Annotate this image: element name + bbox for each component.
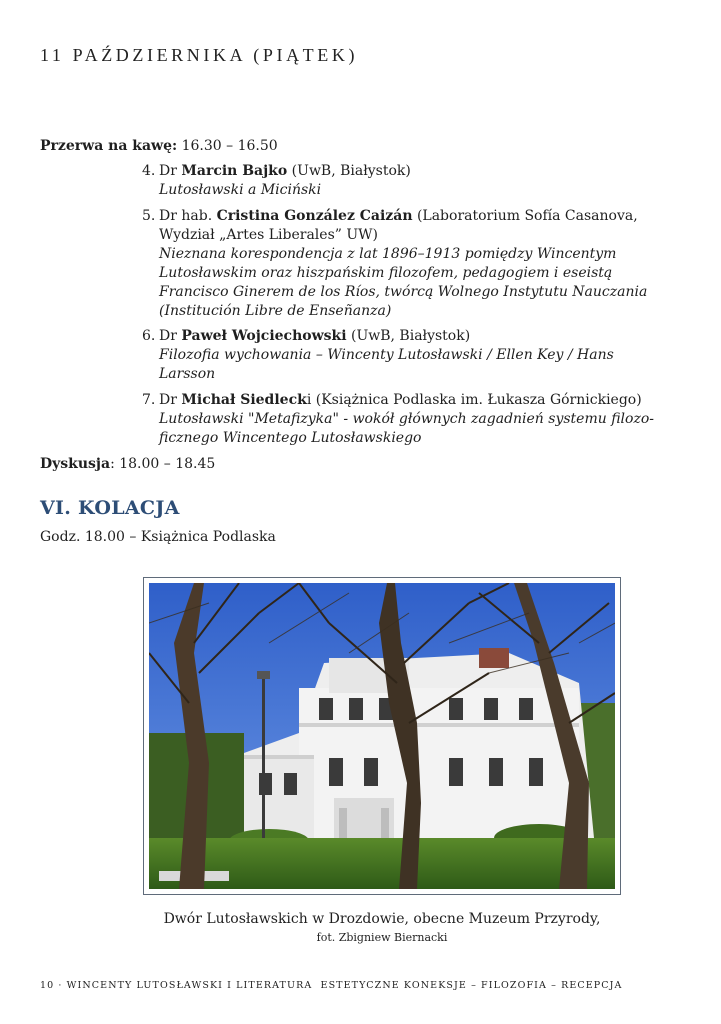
coffee-break-time: 16.30 – 16.50 xyxy=(181,138,278,154)
manor-illustration xyxy=(149,583,615,889)
talk-topic: Filozofia wychowania – Wincenty Lutosławski / Ellen Key / Hans xyxy=(159,347,614,363)
speaker-name: Marcin Bajko xyxy=(181,163,288,179)
manor-photo xyxy=(149,583,615,889)
footer-separator: · xyxy=(58,980,67,991)
coffee-break-label: Przerwa na kawę: xyxy=(40,138,178,154)
speaker-name: Paweł Wojciechowski xyxy=(181,328,347,344)
talk-topic: Larsson xyxy=(159,366,216,382)
talk-speaker xyxy=(159,390,642,410)
talk-number: 4. xyxy=(142,163,156,179)
talk-topic: Francisco Ginerem de los Ríos, twórcą Wolnego Instytutu Nauczania xyxy=(159,284,648,300)
speaker-title: Dr xyxy=(159,328,182,344)
talk-number: 6. xyxy=(142,328,156,344)
speaker-name: Michał Siedleck xyxy=(181,392,307,408)
speaker-affiliation: (Książnica Podlaska im. Łukasza Górnickiego) xyxy=(311,392,642,408)
talk-topic: (Institución Libre de Enseñanza) xyxy=(159,303,392,319)
photo-caption: Dwór Lutosławskich w Drozdowie, obecne Muzeum Przyrody, xyxy=(163,911,601,927)
speaker-affiliation: (Laboratorium Sofía Casanova, xyxy=(412,208,638,224)
talk-speaker xyxy=(159,161,411,181)
speaker-affiliation: (UwB, Białystok) xyxy=(346,328,471,344)
footer-text: WINCENTY LUTOSŁAWSKI I LITERATURA ESTETYCZNE KONEKSJE – FILOZOFIA – RECEPCJA xyxy=(66,980,623,991)
talk-topic: Nieznana korespondencja z lat 1896–1913 pomiędzy Wincentym xyxy=(159,246,617,262)
talk-speaker xyxy=(159,326,470,346)
speaker-name: Cristina González Caizán xyxy=(216,208,413,224)
talk-topic: ficznego Wincentego Lutosławskiego xyxy=(159,430,422,446)
speaker-affiliation: (UwB, Białystok) xyxy=(287,163,411,179)
talk-number: 7. xyxy=(142,392,156,408)
speaker-name-suffix: i xyxy=(306,392,312,408)
discussion-time: : 18.00 – 18.45 xyxy=(110,456,216,472)
speaker-title: Dr hab. xyxy=(159,208,217,224)
speaker-affiliation-line2: Wydział „Artes Liberales” UW) xyxy=(159,227,379,243)
photo-credit: fot. Zbigniew Biernacki xyxy=(316,931,448,944)
page-number: 10 xyxy=(40,980,55,991)
talk-topic: Lutosławski "Metafizyka" - wokół głównych zagadnień systemu filozo- xyxy=(159,411,654,427)
coffee-break-line xyxy=(40,136,278,156)
talk-topic: Lutosławskim oraz hiszpańskim filozofem, pedagogiem i eseistą xyxy=(159,265,613,281)
talk-number: 5. xyxy=(142,208,156,224)
photo-frame xyxy=(143,577,621,895)
page-header: 11 PAŹDZIERNIKA (PIĄTEK) xyxy=(40,45,359,65)
speaker-title: Dr xyxy=(159,392,182,408)
talk-topic: Lutosławski a Miciński xyxy=(159,182,322,198)
discussion-label: Dyskusja xyxy=(40,456,111,472)
speaker-title: Dr xyxy=(159,163,182,179)
page-footer xyxy=(40,980,623,991)
discussion-line xyxy=(40,454,215,474)
talk-speaker xyxy=(159,206,638,226)
section-subtitle: Godz. 18.00 – Książnica Podlaska xyxy=(40,529,276,545)
section-title: VI. KOLACJA xyxy=(40,497,180,519)
